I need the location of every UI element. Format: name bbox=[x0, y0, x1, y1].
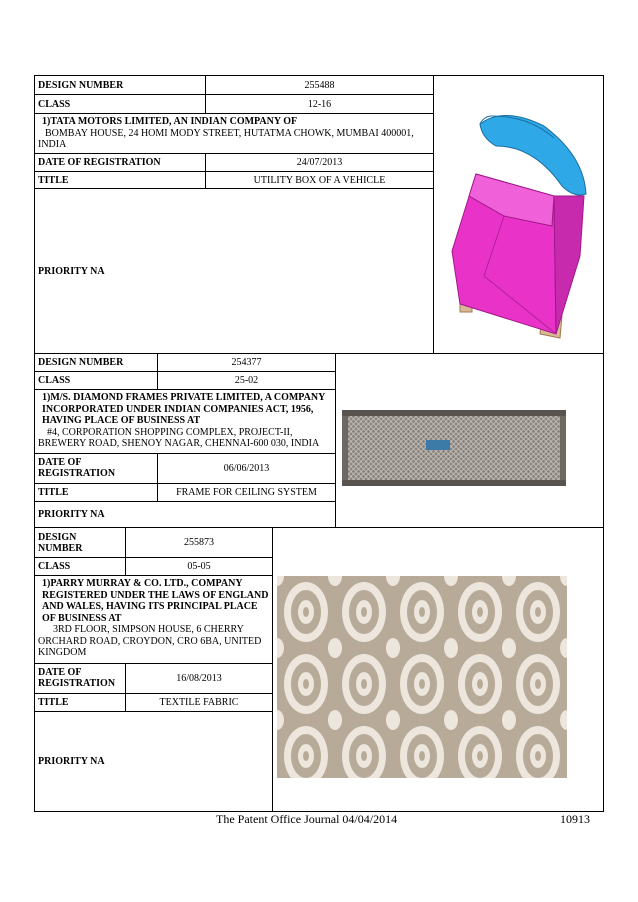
class-label: CLASS bbox=[38, 561, 71, 572]
design-label-line: DESIGN bbox=[38, 532, 77, 543]
applicant-block bbox=[35, 114, 433, 154]
applicant-address: BOMBAY HOUSE, 24 HOMI MODY STREET, HUTATMA CHOWK, MUMBAI 400001, INDIA bbox=[38, 127, 414, 150]
title-value: UTILITY BOX OF A VEHICLE bbox=[205, 172, 433, 188]
number-label-line: NUMBER bbox=[38, 543, 83, 554]
entry-3-details bbox=[35, 528, 272, 811]
title-label: TITLE bbox=[38, 174, 69, 186]
priority-label: PRIORITY NA bbox=[38, 266, 105, 277]
design-entry-2 bbox=[34, 353, 604, 528]
ceiling-frame-image bbox=[336, 354, 604, 527]
date-of-registration-label bbox=[35, 454, 157, 483]
priority-label: PRIORITY NA bbox=[38, 756, 105, 767]
applicant-block bbox=[35, 576, 272, 664]
priority-label: PRIORITY NA bbox=[38, 509, 105, 520]
registration-label-line: REGISTRATION bbox=[38, 468, 116, 479]
date-of-registration-value: 16/08/2013 bbox=[125, 664, 272, 693]
class-label: CLASS bbox=[38, 98, 71, 110]
design-entry-3 bbox=[34, 527, 604, 812]
utility-box-image bbox=[434, 76, 604, 353]
entry-2-image bbox=[336, 354, 603, 527]
date-of-registration-value: 06/06/2013 bbox=[157, 454, 335, 483]
design-number-label bbox=[35, 528, 125, 557]
applicant-address: #4, CORPORATION SHOPPING COMPLEX, PROJECT-II, BREWERY ROAD, SHENOY NAGAR, CHENNAI-600 030, INDIA bbox=[38, 426, 320, 449]
journal-footer: The Patent Office Journal 04/04/2014 bbox=[216, 812, 398, 826]
design-number-value: 255873 bbox=[125, 528, 272, 557]
applicant-name: 1)PARRY MURRAY & CO. LTD., COMPANY REGISTERED UNDER THE LAWS OF ENGLAND AND WALES, HAVING ITS PRINCIPAL PLACE OF BUSINESS AT bbox=[42, 578, 269, 624]
applicant-name: 1)TATA MOTORS LIMITED, AN INDIAN COMPANY OF bbox=[42, 116, 298, 127]
class-value: 05-05 bbox=[125, 558, 272, 575]
design-number-value: 254377 bbox=[157, 354, 335, 371]
title-label: TITLE bbox=[38, 697, 69, 708]
class-value: 12-16 bbox=[205, 95, 433, 113]
date-of-label-line: DATE OF bbox=[38, 457, 82, 468]
applicant-name: 1)M/S. DIAMOND FRAMES PRIVATE LIMITED, A COMPANY INCORPORATED UNDER INDIAN COMPANIES ACT, 1956, HAVING PLACE OF BUSINESS AT bbox=[42, 392, 325, 426]
textile-fabric-image bbox=[273, 528, 604, 811]
title-label: TITLE bbox=[38, 487, 69, 498]
page-number: 10913 bbox=[560, 812, 590, 826]
title-value: FRAME FOR CEILING SYSTEM bbox=[157, 484, 335, 501]
design-number-value: 255488 bbox=[205, 76, 433, 94]
design-number-label: DESIGN NUMBER bbox=[38, 79, 124, 91]
entry-2-details bbox=[35, 354, 335, 527]
date-of-registration-value: 24/07/2013 bbox=[205, 154, 433, 171]
title-value: TEXTILE FABRIC bbox=[125, 694, 272, 711]
entry-3-image bbox=[273, 528, 603, 811]
date-of-registration-label: DATE OF REGISTRATION bbox=[38, 157, 161, 168]
design-number-label: DESIGN NUMBER bbox=[38, 357, 124, 368]
class-value: 25-02 bbox=[157, 372, 335, 389]
design-entry-1 bbox=[34, 75, 604, 354]
registration-label-line: REGISTRATION bbox=[38, 678, 116, 689]
entry-1-details bbox=[35, 76, 433, 353]
applicant-block bbox=[35, 390, 335, 454]
entry-1-image bbox=[434, 76, 603, 353]
date-of-label-line: DATE OF bbox=[38, 667, 82, 678]
class-label: CLASS bbox=[38, 375, 71, 386]
applicant-address: 3RD FLOOR, SIMPSON HOUSE, 6 CHERRY ORCHARD ROAD, CROYDON, CRO 6BA, UNITED KINGDOM bbox=[38, 624, 262, 658]
date-of-registration-label bbox=[35, 664, 125, 693]
